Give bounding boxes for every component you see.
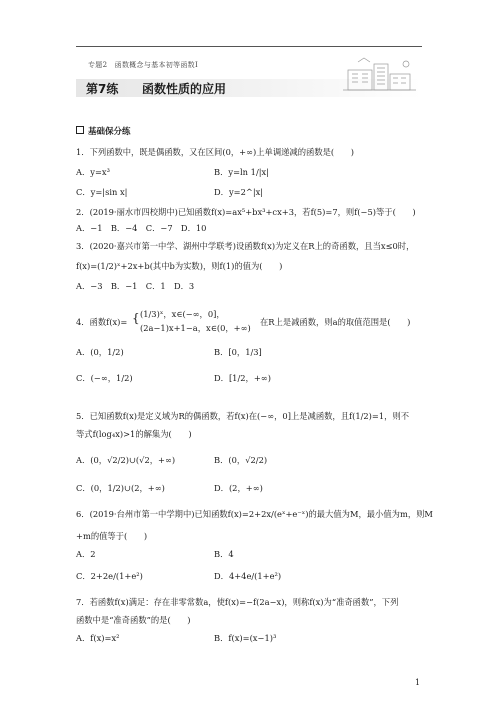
section-title: 基础保分练: [88, 127, 131, 137]
q3-options: A．−3 B．−1 C．1 D．3: [76, 281, 195, 291]
q5-option-b: B．(0，√2/2): [214, 455, 268, 465]
q4-option-a: A．(0，1/2): [76, 347, 124, 357]
q6-option-a: A．2: [76, 549, 96, 559]
chapter-subtitle: 专题2 函数概念与基本初等函数Ⅰ: [88, 61, 199, 69]
top-rule: [76, 46, 422, 47]
question-6-stem: 6．(2019·台州市第一中学期中)已知函数f(x)=2+2x/(eˣ+e⁻ˣ)的最大值为M，最小值为m，则M: [76, 509, 433, 519]
q4-option-b: B．[0，1/3]: [214, 347, 262, 357]
question-3-stem: 3．(2020·嘉兴市第一中学、湖州中学联考)设函数f(x)为定义在R上的奇函数，且当x≤0时，: [76, 241, 415, 251]
q5-option-d: D．(2，+∞): [214, 483, 263, 493]
q4-case-1: (1/3)ˣ，x∈(−∞，0]，: [140, 309, 225, 319]
lesson-number: 第7练: [86, 82, 119, 96]
question-4-stem: 4．函数f(x)=: [76, 317, 128, 327]
question-1-stem: 1．下列函数中，既是偶函数，又在区间(0，+∞)上单调递减的函数是( ): [76, 147, 354, 157]
q1-option-a: A．y=x³: [76, 167, 110, 177]
question-3-stem-cont: f(x)=(1/2)ˣ+2x+b(其中b为实数)，则f(1)的值为( ): [76, 261, 283, 271]
q6-option-c: C．2+2e/(1+e²): [76, 571, 143, 581]
lesson-title: 函数性质的应用: [142, 82, 227, 96]
q1-option-b: B．y=ln 1/|x|: [214, 167, 270, 177]
q1-option-d: D．y=2^|x|: [214, 187, 264, 197]
question-7-stem-cont: 函数中是“准奇函数”的是( ): [76, 615, 191, 625]
q5-option-c: C．(0，1/2)∪(2，+∞): [76, 483, 165, 493]
checkbox-square-icon: [76, 126, 84, 134]
section-heading: [76, 126, 131, 137]
q1-option-c: C．y=|sin x|: [76, 187, 128, 197]
question-5-stem: 5．已知函数f(x)是定义域为R的偶函数，若f(x)在(−∞，0]上是减函数，且f(1/2)=1，则不: [76, 411, 410, 421]
piecewise-brace-icon: {: [132, 311, 140, 325]
q4-case-2: (2a−1)x+1−a，x∈(0，+∞): [140, 323, 251, 333]
q2-options: A．−1 B．−4 C．−7 D．10: [76, 223, 207, 233]
question-5-stem-cont: 等式f(log₄x)>1的解集为( ): [76, 429, 192, 439]
question-7-stem: 7．若函数f(x)满足：存在非零常数a，使f(x)=−f(2a−x)，则称f(x)为“准奇函数”，下列: [76, 597, 399, 607]
q4-option-d: D．[1/2，+∞): [214, 373, 271, 383]
q7-option-b: B．f(x)=(x−1)³: [214, 633, 277, 643]
q6-option-b: B．4: [214, 549, 234, 559]
chapter-header: [76, 56, 422, 102]
q7-option-a: A．f(x)=x²: [76, 633, 120, 643]
q5-option-a: A．(0，√2/2)∪(√2，+∞): [76, 455, 176, 465]
question-6-stem-cont: +m的值等于( ): [76, 531, 148, 541]
q4-option-c: C．(−∞，1/2): [76, 373, 133, 383]
question-4-stem-cont: 在R上是减函数，则a的取值范围是( ): [260, 317, 411, 327]
decorative-building-image: [338, 56, 418, 96]
question-2-stem: 2．(2019·丽水市四校期中)已知函数f(x)=ax⁵+bx³+cx+3，若f(5)=7，则f(−5)等于( ): [76, 207, 416, 217]
page-number: 1: [415, 678, 421, 687]
q6-option-d: D．4+4e/(1+e²): [214, 571, 282, 581]
